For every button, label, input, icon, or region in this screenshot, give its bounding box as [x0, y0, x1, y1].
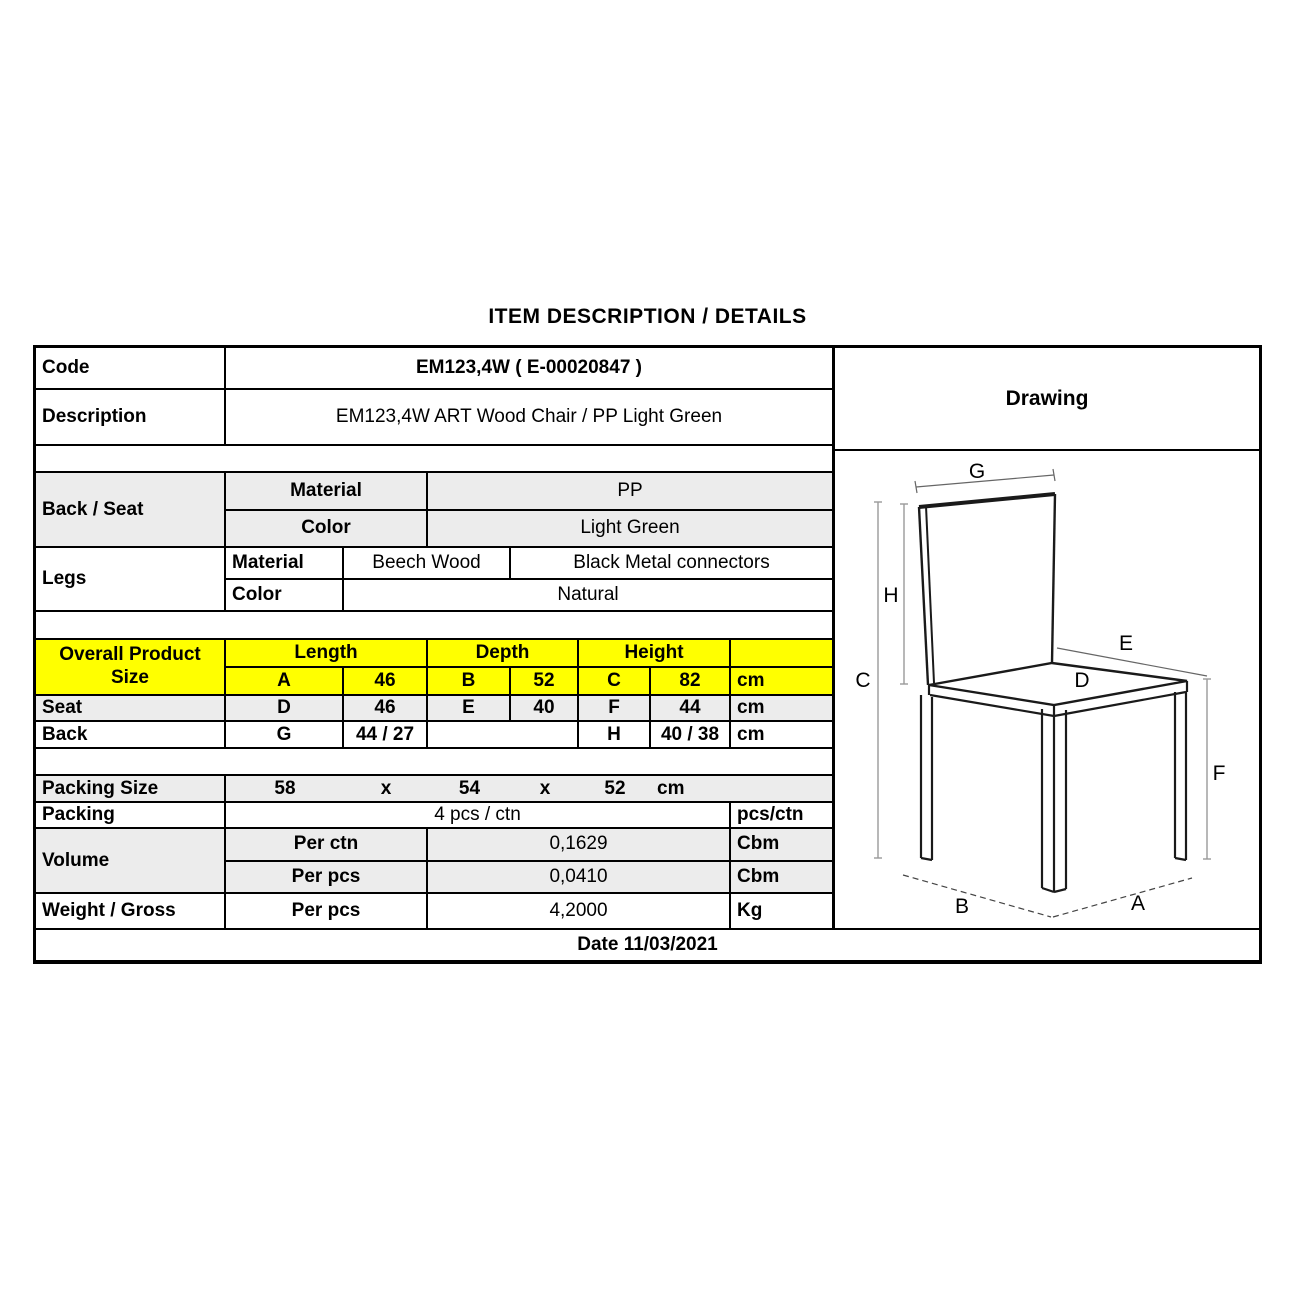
details-table [36, 348, 835, 928]
packing-x: x [539, 777, 551, 799]
dim-key: E [428, 696, 511, 720]
dim-key: G [226, 722, 344, 747]
backrest [919, 494, 1055, 685]
per-pcs-value: 0,0410 [428, 862, 731, 893]
per-pcs-label: Per pcs [226, 862, 428, 893]
drawing-panel [835, 348, 1259, 928]
legs-material-row [226, 548, 832, 580]
code-row [36, 348, 832, 390]
dim-value: 40 / 38 [651, 722, 731, 747]
weight-unit: Kg [737, 900, 763, 921]
legs-material-label: Material [226, 548, 344, 578]
per-ctn-label: Per ctn [226, 829, 428, 860]
packing-row [36, 803, 832, 829]
dim-key: F [579, 696, 651, 720]
base-dimension-lines [903, 875, 1192, 917]
legs-color-value: Natural [557, 584, 619, 605]
dim-value: 52 [511, 668, 579, 694]
legs-color-label: Color [226, 580, 344, 610]
dim-key: H [579, 722, 651, 747]
dim-label-E: E [1118, 632, 1134, 655]
spacer-row [36, 612, 832, 640]
volume-per-ctn-row [226, 829, 832, 862]
dim-value: 46 [344, 696, 428, 720]
spacer-row [36, 446, 832, 473]
back-label: Back [36, 722, 226, 747]
back-seat-material-value: PP [617, 479, 643, 501]
packing-unit: pcs/ctn [737, 804, 804, 825]
weight-label: Weight / Gross [36, 894, 226, 928]
empty-cell [731, 776, 832, 801]
seat-label: Seat [36, 696, 226, 720]
unit-cell: cm [737, 670, 765, 691]
back-seat-material-label: Material [226, 473, 428, 509]
code-value: EM123,4W ( E-00020847 ) [415, 357, 642, 378]
spec-table [33, 345, 1262, 964]
weight-value: 4,2000 [428, 894, 731, 928]
per-pcs-unit: Cbm [737, 865, 780, 887]
back-seat-section [36, 473, 832, 548]
unit-cell: cm [737, 723, 765, 745]
legs-material-value: Beech Wood [344, 548, 511, 578]
date-value: Date 11/03/2021 [577, 934, 718, 955]
back-seat-color-label: Color [226, 511, 428, 547]
dim-value: 44 / 27 [344, 722, 428, 747]
per-ctn-unit: Cbm [737, 833, 780, 855]
seat [929, 663, 1187, 716]
packing-size-unit: cm [657, 777, 685, 799]
legs-section [36, 548, 832, 612]
description-label: Description [36, 390, 226, 444]
packing-value: 4 pcs / ctn [226, 803, 731, 827]
back-seat-color-row [226, 511, 832, 547]
weight-per-label: Per pcs [226, 894, 428, 928]
volume-section [36, 829, 832, 894]
dim-key: D [226, 696, 344, 720]
drawing-header: Drawing [835, 348, 1259, 451]
legs-drawing [921, 692, 1186, 892]
per-ctn-value: 0,1629 [428, 829, 731, 860]
dim-label-F: F [1212, 762, 1226, 785]
page-title: ITEM DESCRIPTION / DETAILS [488, 305, 807, 328]
legs-label: Legs [36, 548, 226, 610]
unit-cell: cm [737, 697, 765, 718]
dim-label-D: D [1074, 669, 1090, 692]
description-row [36, 390, 832, 446]
overall-size-label: Overall Product Size [36, 640, 226, 694]
date-row [36, 928, 1259, 960]
empty-cell [428, 722, 579, 747]
packing-x: x [380, 777, 392, 799]
overall-size-row [226, 668, 832, 694]
volume-per-pcs-row [226, 862, 832, 893]
dim-value: 82 [651, 668, 731, 694]
legs-material-extra: Black Metal connectors [573, 552, 770, 573]
chair-drawing [835, 451, 1259, 928]
overall-size-section [36, 640, 832, 696]
dim-value: 40 [511, 696, 579, 720]
packing-size-row [36, 776, 832, 803]
packing-dim-3: 52 [604, 777, 626, 799]
seat-size-row [36, 696, 832, 722]
dim-key: A [226, 668, 344, 694]
spacer-row [36, 749, 832, 776]
dim-label-G: G [968, 460, 986, 483]
packing-size-label: Packing Size [36, 776, 226, 801]
length-header: Length [226, 640, 428, 666]
legs-color-row [226, 580, 832, 610]
dim-label-A: A [1130, 892, 1146, 915]
weight-row [36, 894, 832, 928]
back-seat-color-value: Light Green [580, 517, 680, 539]
description-value: EM123,4W ART Wood Chair / PP Light Green [335, 406, 723, 427]
dim-key: B [428, 668, 511, 694]
dim-label-C: C [855, 669, 871, 692]
dim-label-H: H [883, 584, 899, 607]
code-label: Code [36, 348, 226, 388]
empty-header-cell [731, 640, 832, 666]
back-seat-label: Back / Seat [36, 473, 226, 546]
packing-dim-2: 54 [458, 777, 481, 799]
dim-label-B: B [954, 895, 970, 918]
dim-value: 44 [651, 696, 731, 720]
packing-dim-1: 58 [274, 777, 296, 799]
dim-key: C [579, 668, 651, 694]
back-size-row [36, 722, 832, 749]
back-seat-material-row [226, 473, 832, 511]
height-header: Height [579, 640, 731, 666]
dim-value: 46 [344, 668, 428, 694]
volume-label: Volume [36, 829, 226, 892]
chair-drawing-svg [835, 451, 1259, 926]
packing-label: Packing [36, 803, 226, 827]
size-header-row [226, 640, 832, 668]
depth-header: Depth [428, 640, 579, 666]
